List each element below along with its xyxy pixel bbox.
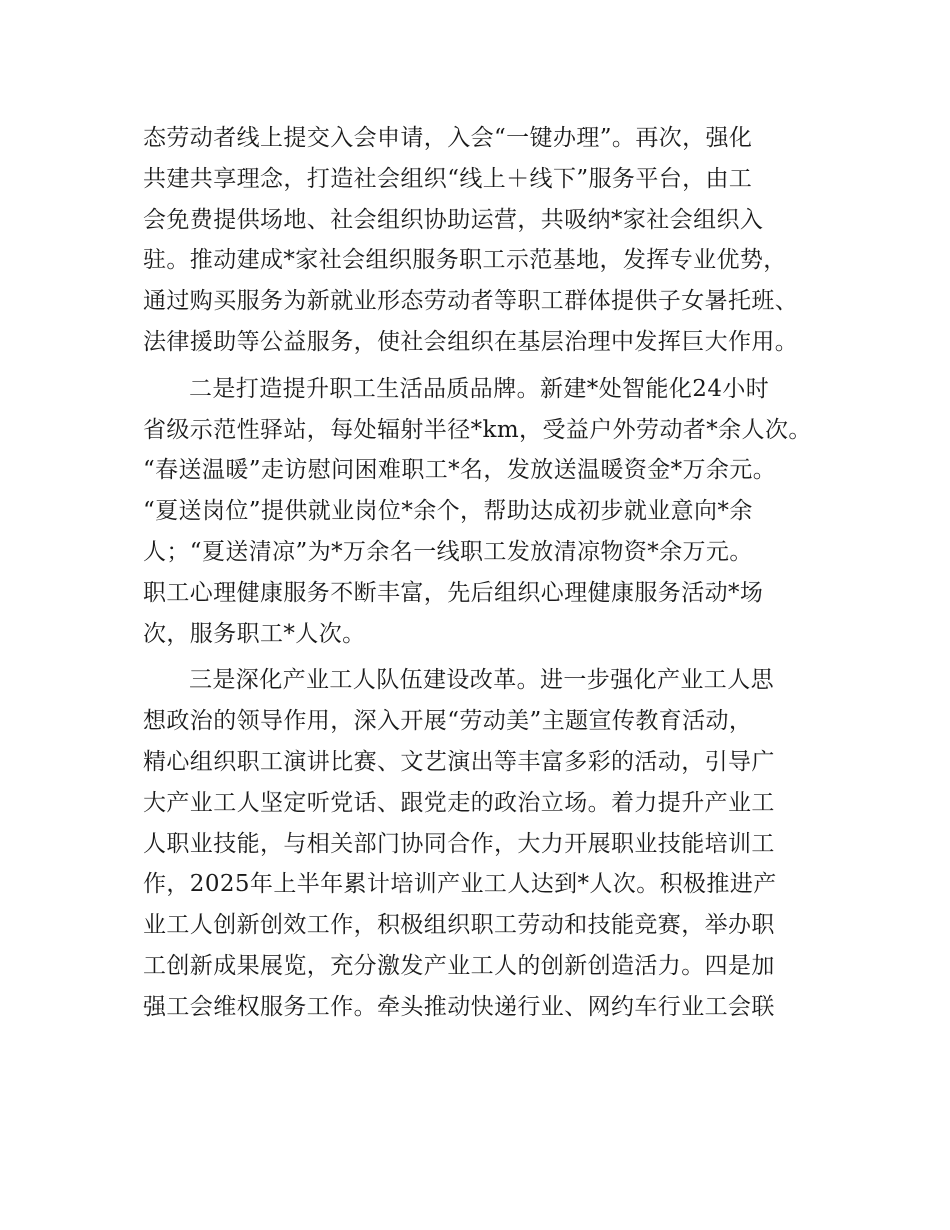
text-line: 会免费提供场地、社会组织协助运营，共吸纳*家社会组织入 xyxy=(143,206,764,233)
text-line: “春送温暖”走访慰问困难职工*名，发放送温暖资金*万余元。 xyxy=(143,457,777,484)
text-line: 三是深化产业工人队伍建设改革。进一步强化产业工人思 xyxy=(189,667,774,694)
text-line: 省级示范性驿站，每处辐射半径*km，受益户外劳动者*余人次。 xyxy=(143,416,812,443)
text-line: 二是打造提升职工生活品质品牌。新建*处智能化24小时 xyxy=(189,375,770,402)
text-line: 态劳动者线上提交入会申请，入会“一键办理”。再次，强化 xyxy=(143,125,753,151)
paragraph-3 xyxy=(143,660,823,1027)
text-line: 工创新成果展览，充分激发产业工人的创新创造活力。四是加 xyxy=(143,952,775,979)
text-line: 强工会维权服务工作。牵头推动快递行业、网约车行业工会联 xyxy=(143,993,775,1020)
paragraph-2 xyxy=(143,369,823,655)
text-line: 人；“夏送清凉”为*万余名一线职工发放清凉物资*余万元。 xyxy=(143,538,753,565)
document-body xyxy=(143,118,823,1028)
text-line: 次，服务职工*人次。 xyxy=(143,620,366,647)
text-line: 大产业工人坚定听党话、跟党走的政治立场。着力提升产业工 xyxy=(143,789,775,816)
text-line: 职工心理健康服务不断丰富，先后组织心理健康服务活动*场 xyxy=(143,579,764,606)
text-line: 驻。推动建成*家社会组织服务职工示范基地，发挥专业优势， xyxy=(143,247,787,274)
text-line: 想政治的领导作用，深入开展“劳动美”主题宣传教育活动， xyxy=(143,708,753,735)
text-line: 精心组织职工演讲比赛、文艺演出等丰富多彩的活动，引导广 xyxy=(143,748,775,775)
paragraph-1 xyxy=(143,118,823,363)
text-line: 通过购买服务为新就业形态劳动者等职工群体提供子女暑托班、 xyxy=(143,288,799,315)
text-line: 法律援助等公益服务，使社会组织在基层治理中发挥巨大作用。 xyxy=(143,328,799,355)
text-line: 人职业技能，与相关部门协同合作，大力开展职业技能培训工 xyxy=(143,830,775,857)
text-line: 作，2025年上半年累计培训产业工人达到*人次。积极推进产 xyxy=(143,871,777,898)
text-line: 业工人创新创效工作，积极组织职工劳动和技能竞赛，举办职 xyxy=(143,912,775,939)
text-line: “夏送岗位”提供就业岗位*余个，帮助达成初步就业意向*余 xyxy=(143,498,753,525)
text-line: 共建共享理念，打造社会组织“线上＋线下”服务平台，由工 xyxy=(143,165,753,192)
